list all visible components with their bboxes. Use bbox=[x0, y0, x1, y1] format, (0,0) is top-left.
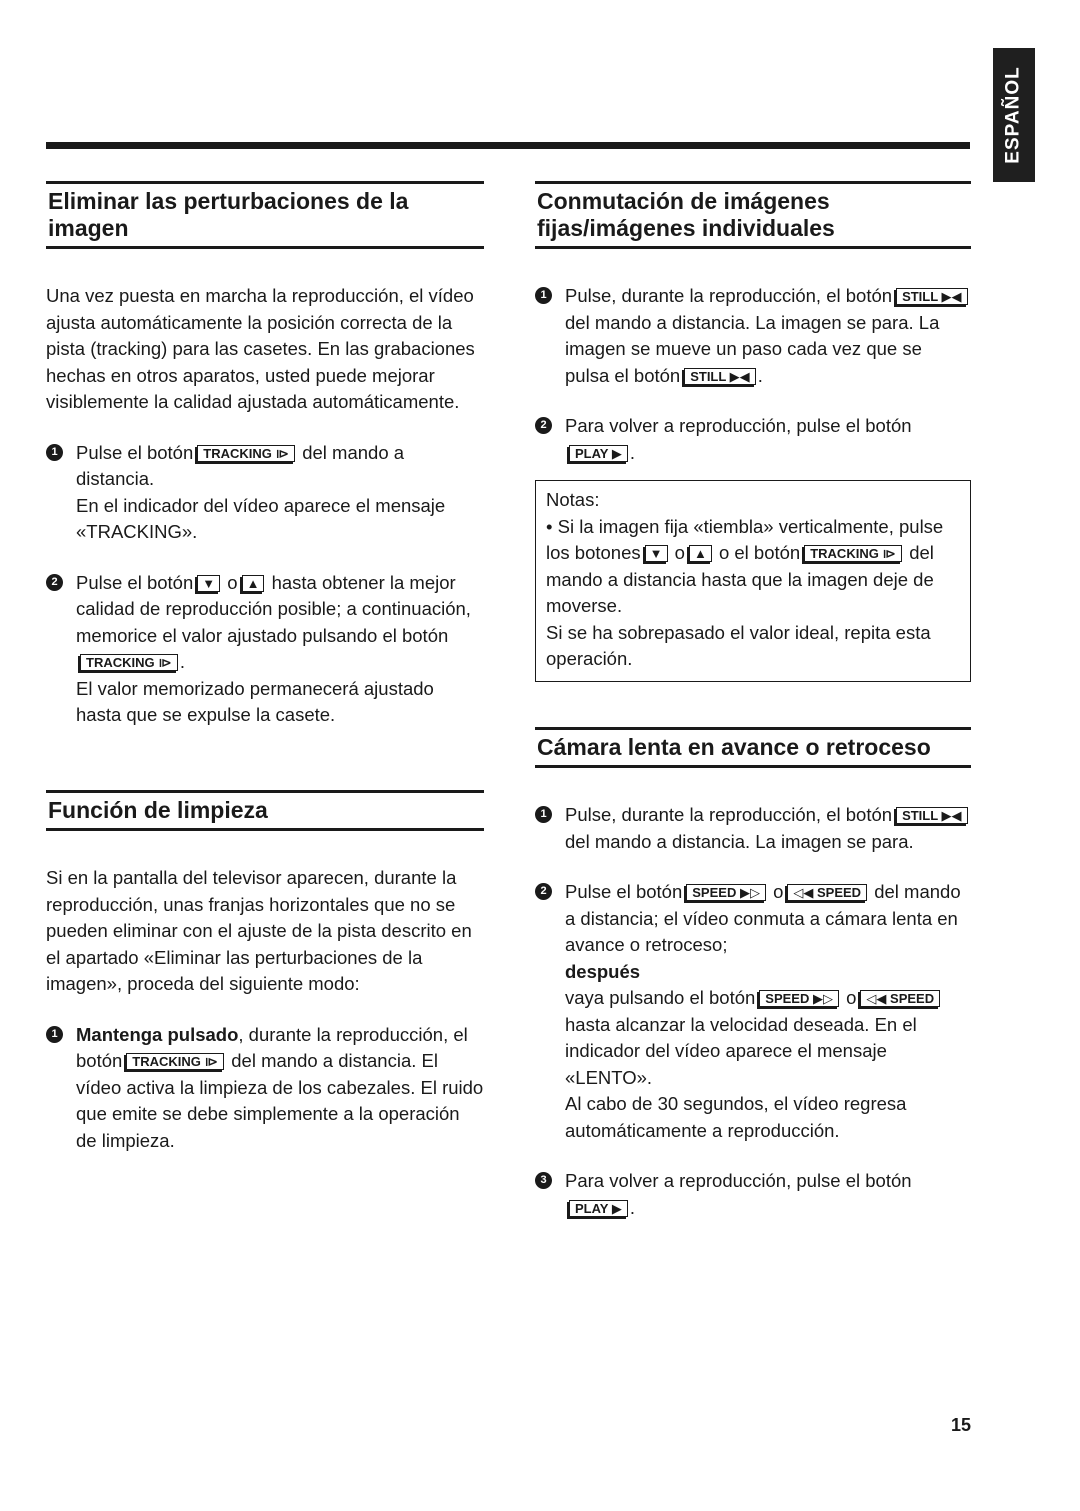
step-text: Pulse, durante la reproducción, el botón bbox=[565, 285, 893, 306]
step-number: 1 bbox=[46, 444, 63, 461]
language-tab bbox=[993, 48, 1035, 182]
step-text: o bbox=[773, 881, 784, 902]
step-number: 2 bbox=[46, 574, 63, 591]
notes-text: del mando a distancia hasta que la imagen deje de moverse. bbox=[546, 542, 934, 616]
play-key: PLAY ▶ bbox=[569, 445, 628, 462]
up-key: ▲ bbox=[689, 545, 712, 562]
section-title: Cámara lenta en avance o retroceso bbox=[535, 727, 971, 768]
section-imagenes-fijas bbox=[535, 181, 971, 682]
notes-text: o bbox=[674, 542, 685, 563]
step-number: 1 bbox=[535, 287, 552, 304]
play-key: PLAY ▶ bbox=[569, 1200, 628, 1217]
section-title: Conmutación de imágenes fijas/imágenes individuales bbox=[535, 181, 971, 249]
step-text: Pulse, durante la reproducción, el botón bbox=[565, 804, 893, 825]
step-text: o bbox=[846, 987, 857, 1008]
speed-reverse-key: ◁◀ SPEED bbox=[787, 884, 867, 901]
language-tab-label: ESPAÑOL bbox=[1003, 66, 1024, 164]
section-intro: Una vez puesta en marcha la reproducción, el vídeo ajusta automáticamente la posición correcta de la pista (tracking) para las casetes. En las grabaciones hechas en otros aparatos, usted puede mejorar visiblemente la calidad ajustada automáticamente. bbox=[46, 285, 475, 412]
tracking-key: TRACKING ⧐ bbox=[197, 445, 295, 462]
step-bold-text: Mantenga pulsado bbox=[76, 1023, 239, 1045]
step-2: 2 Para volver a reproducción, pulse el botón PLAY ▶ . bbox=[535, 413, 971, 466]
step-text: vaya pulsando el botón bbox=[565, 987, 756, 1008]
tracking-key: TRACKING ⧐ bbox=[804, 545, 902, 562]
section-title: Función de limpieza bbox=[46, 790, 484, 831]
step-2: 2 Pulse el botón ▼ o ▲ hasta obtener la mejor calidad de reproducción posible; a continuación, memorice el valor ajustado pulsando el botónTRACKING ⧐ . El valor memorizado permanecerá ajustado hasta que se expulse la casete. bbox=[46, 570, 484, 729]
notes-text: Si se ha sobrepasado el valor ideal, repita esta operación. bbox=[546, 621, 931, 669]
step-text: Pulse el botón bbox=[76, 441, 194, 463]
still-key: STILL ▶◀ bbox=[896, 288, 967, 305]
still-key: STILL ▶◀ bbox=[684, 368, 755, 385]
step-number: 3 bbox=[535, 1172, 552, 1189]
step-number: 2 bbox=[535, 417, 552, 434]
step-text: del mando a distancia. La imagen se para. bbox=[565, 830, 914, 852]
step-text: del mando a distancia. El vídeo activa la limpieza de los cabezales. El ruido que emite se debe simplemente a la operación de limpieza. bbox=[76, 1050, 484, 1151]
step-number: 1 bbox=[46, 1026, 63, 1043]
top-rule bbox=[46, 142, 970, 149]
step-text: Para volver a reproducción, pulse el botón bbox=[565, 1170, 912, 1191]
speed-reverse-key: ◁◀ SPEED bbox=[860, 990, 940, 1007]
tracking-key: TRACKING ⧐ bbox=[80, 654, 178, 671]
step-bold-text: después bbox=[565, 960, 641, 982]
step-text: En el indicador del vídeo aparece el mensaje «TRACKING». bbox=[76, 494, 446, 542]
down-key: ▼ bbox=[197, 575, 220, 592]
speed-forward-key: SPEED ▶▷ bbox=[686, 884, 766, 901]
page-number: 15 bbox=[951, 1415, 972, 1435]
notes-title: Notas: bbox=[546, 489, 600, 510]
up-key: ▲ bbox=[242, 575, 265, 592]
speed-forward-key: SPEED ▶▷ bbox=[759, 990, 839, 1007]
step-text: , durante la reproducción, el botón bbox=[76, 1023, 468, 1071]
step-2 bbox=[535, 879, 971, 1144]
step-number: 2 bbox=[535, 883, 552, 900]
down-key: ▼ bbox=[645, 545, 668, 562]
step-1: 1 Pulse, durante la reproducción, el botón STILL ▶◀ del mando a distancia. La imagen se para. La imagen se mueve un paso cada vez que se pulsa el botón STILL ▶◀ . bbox=[535, 283, 971, 389]
step-text: El valor memorizado permanecerá ajustado hasta que se expulse la casete. bbox=[76, 677, 434, 725]
step-3: 3 Para volver a reproducción, pulse el botón PLAY ▶ . bbox=[535, 1168, 971, 1221]
step-text: o bbox=[227, 571, 238, 593]
step-text: Para volver a reproducción, pulse el botón bbox=[565, 415, 912, 436]
still-key: STILL ▶◀ bbox=[896, 807, 967, 824]
section-eliminar-perturbaciones bbox=[46, 181, 484, 729]
step-number: 1 bbox=[535, 806, 552, 823]
step-text: Al cabo de 30 segundos, el vídeo regresa automáticamente a reproducción. bbox=[565, 1093, 907, 1141]
step-1 bbox=[535, 802, 971, 855]
notes-box bbox=[535, 480, 971, 682]
step-text: Pulse el botón bbox=[76, 571, 194, 593]
step-1 bbox=[46, 440, 484, 546]
section-intro: Si en la pantalla del televisor aparecen, durante la reproducción, unas franjas horizontales que no se pueden eliminar con el ajuste de la pista descrito en el apartado «Eliminar las perturbaciones de la imagen», proceda del siguiente modo: bbox=[46, 867, 472, 994]
step-text: hasta alcanzar la velocidad deseada. En el indicador del vídeo aparece el mensaje «LENTO». bbox=[565, 1013, 917, 1088]
step-text: del mando a distancia; el vídeo conmuta a cámara lenta en avance o retroceso; bbox=[565, 881, 961, 955]
notes-text: o el botón bbox=[718, 542, 801, 563]
step-text: del mando a distancia. La imagen se para. La imagen se mueve un paso cada vez que se pulsa el botón bbox=[565, 311, 940, 386]
section-funcion-limpieza bbox=[46, 790, 484, 1154]
tracking-key: TRACKING ⧐ bbox=[126, 1053, 224, 1070]
step-text: Pulse el botón bbox=[565, 881, 683, 902]
section-camara-lenta bbox=[535, 727, 971, 1221]
step-text: hasta obtener la mejor calidad de reproducción posible; a continuación, memorice el valor ajustado pulsando el botón bbox=[76, 571, 471, 646]
step-1 bbox=[46, 1022, 484, 1155]
step-text: del mando a distancia. bbox=[76, 441, 405, 489]
section-title: Eliminar las perturbaciones de la imagen bbox=[46, 181, 484, 249]
notes-text: • Si la imagen fija «tiembla» verticalmente, pulse los botones bbox=[546, 515, 944, 563]
